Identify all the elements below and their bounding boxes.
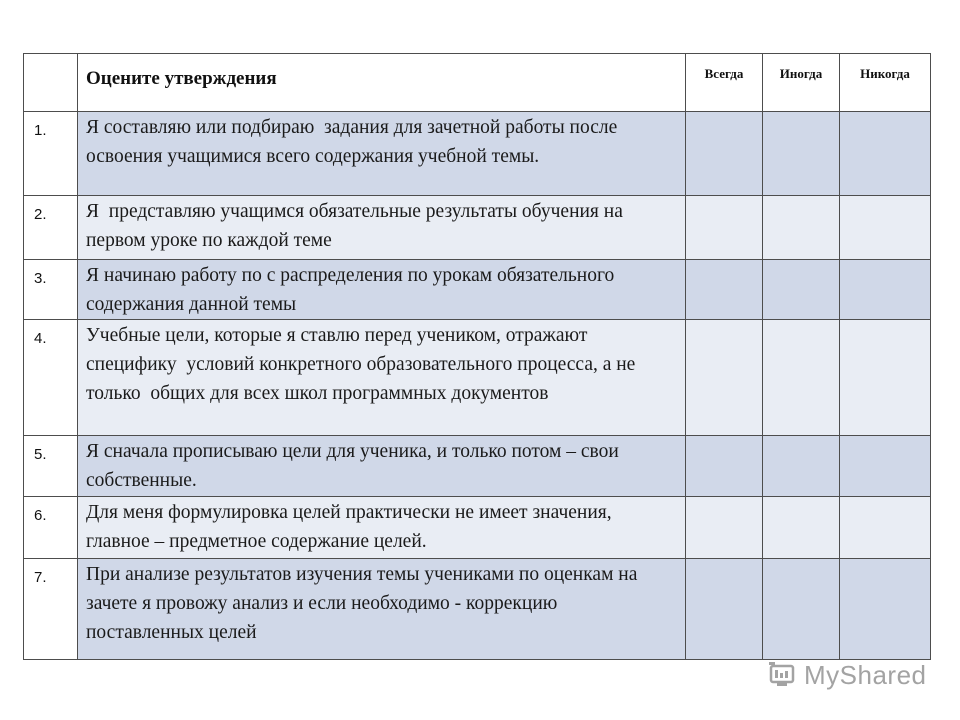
row-number: 7. (24, 559, 78, 660)
table-row (24, 260, 931, 320)
row-number: 5. (24, 436, 78, 497)
answer-cell-always[interactable] (686, 260, 763, 320)
answer-cell-never[interactable] (840, 112, 931, 196)
row-statement: При анализе результатов изучения темы учениками по оценкам на зачете я провожу анализ и если необходимо - коррекцию поставленных целей (78, 559, 686, 660)
answer-cell-sometimes[interactable] (763, 196, 840, 260)
answer-cell-never[interactable] (840, 260, 931, 320)
answer-cell-sometimes[interactable] (763, 436, 840, 497)
answer-cell-never[interactable] (840, 559, 931, 660)
row-statement: Я составляю или подбираю задания для зачетной работы после освоения учащимися всего содержания учебной темы. (78, 112, 686, 196)
answer-cell-always[interactable] (686, 559, 763, 660)
row-number: 4. (24, 320, 78, 436)
watermark-text: MyShared (804, 659, 927, 690)
answer-cell-never[interactable] (840, 436, 931, 497)
row-statement: Я представляю учащимся обязательные результаты обучения на первом уроке по каждой теме (78, 196, 686, 260)
myshared-logo-icon (768, 660, 798, 690)
row-number: 1. (24, 112, 78, 196)
answer-cell-never[interactable] (840, 196, 931, 260)
header-number-cell (24, 54, 78, 112)
row-number: 6. (24, 497, 78, 559)
row-statement: Я сначала прописываю цели для ученика, и только потом – свои собственные. (78, 436, 686, 497)
row-statement: Для меня формулировка целей практически не имеет значения, главное – предметное содержание целей. (78, 497, 686, 559)
answer-cell-sometimes[interactable] (763, 112, 840, 196)
answer-cell-never[interactable] (840, 320, 931, 436)
answer-cell-sometimes[interactable] (763, 497, 840, 559)
table-row (24, 112, 931, 196)
answer-cell-always[interactable] (686, 196, 763, 260)
table-row (24, 196, 931, 260)
header-option-never: Никогда (840, 54, 931, 112)
answer-cell-always[interactable] (686, 320, 763, 436)
answer-cell-always[interactable] (686, 497, 763, 559)
answer-cell-always[interactable] (686, 112, 763, 196)
table-row (24, 559, 931, 660)
row-statement: Я начинаю работу по с распределения по урокам обязательного содержания данной темы (78, 260, 686, 320)
table-row (24, 320, 931, 436)
answer-cell-always[interactable] (686, 436, 763, 497)
header-statement: Оцените утверждения (78, 54, 686, 112)
myshared-watermark[interactable] (768, 658, 927, 692)
table-row (24, 436, 931, 497)
answer-cell-sometimes[interactable] (763, 559, 840, 660)
table-header-row (24, 54, 931, 112)
answer-cell-sometimes[interactable] (763, 320, 840, 436)
row-statement: Учебные цели, которые я ставлю перед учеником, отражают специфику условий конкретного образовательного процесса, а не только общих для всех школ программных документов (78, 320, 686, 436)
row-number: 3. (24, 260, 78, 320)
header-option-sometimes: Иногда (763, 54, 840, 112)
survey-table (23, 53, 931, 660)
answer-cell-never[interactable] (840, 497, 931, 559)
row-number: 2. (24, 196, 78, 260)
header-option-always: Всегда (686, 54, 763, 112)
table-row (24, 497, 931, 559)
answer-cell-sometimes[interactable] (763, 260, 840, 320)
